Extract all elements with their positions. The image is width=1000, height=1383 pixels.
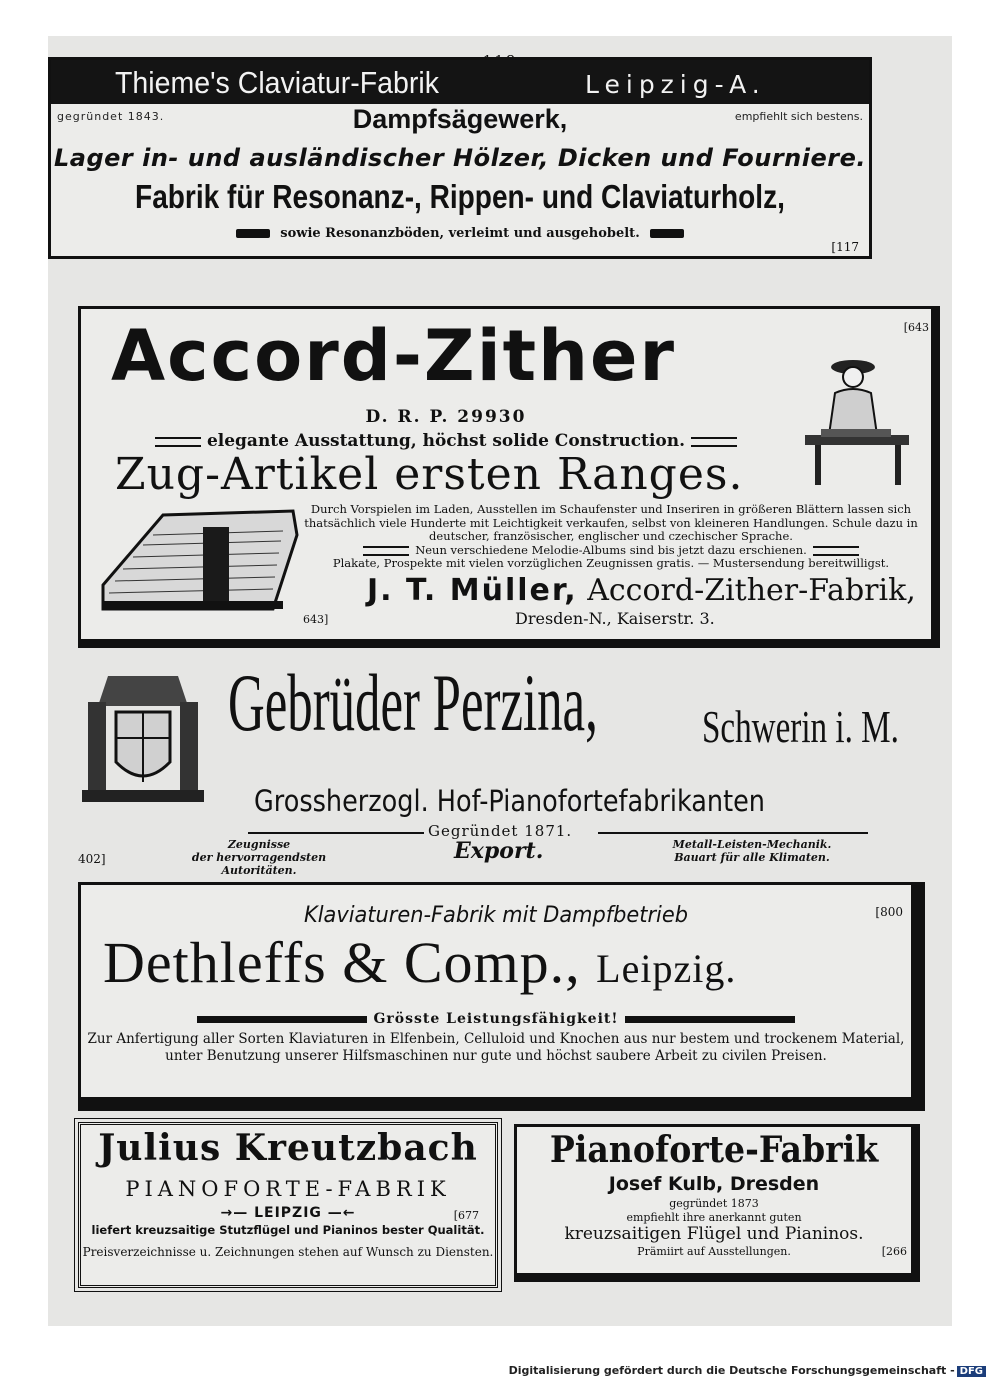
ad-perzina [78, 657, 930, 877]
divider [248, 832, 424, 834]
ad-kulb-founded: gegründet 1873 [669, 1197, 759, 1210]
ad-perzina-right-note-1: Metall-Leisten-Mechanik. [672, 838, 832, 851]
pointing-hand-icon [650, 229, 684, 238]
ad-dethleffs-slogan-wrap [81, 1011, 911, 1027]
ad-dethleffs-slogan: Grösste Leistungsfähigkeit! [373, 1011, 619, 1027]
ad-kreutzbach-line1: liefert kreuzsaitige Stutzflügel und Pianinos bester Qualität. [91, 1223, 485, 1237]
ad-zither-title: Accord-Zither [111, 315, 676, 397]
ad-kreutzbach-name: Julius Kreutzbach [98, 1127, 478, 1169]
ad-kreutzbach-line2: Preisverzeichnisse u. Zeichnungen stehen auf Wunsch zu Diensten. [82, 1245, 494, 1259]
ad-dethleffs-name: Dethleffs & Comp., [103, 930, 581, 995]
ad-perzina-ref: 402] [78, 852, 106, 866]
ad-kulb-title: Pianoforte-Fabrik [549, 1129, 879, 1171]
coat-of-arms-emblem [78, 666, 208, 816]
ad-perzina-name: Gebrüder Perzina, [228, 657, 598, 748]
ad-thieme [48, 57, 872, 259]
ad-zither-description [301, 503, 921, 571]
dfg-logo-icon: DFG [957, 1366, 986, 1377]
ad-zither-para1: Durch Vorspielen im Laden, Ausstellen im Schaufenster und Inseriren in größeren Blättern lassen sich thatsächlich viele Hunderte mit Leichtigkeit verkaufen, selbst von kleineren Handlungen. Schule dazu in deutscher, französischer, englischer und czechischer Sprache. [304, 502, 918, 543]
ad-zither-address: Dresden-N., Kaiserstr. 3. [515, 609, 715, 628]
ad-kreutzbach-ref: [677 [453, 1209, 479, 1222]
ad-perzina-left-note-1: Zeugnisse [227, 838, 291, 851]
ad-zither-ref-right: [643 [903, 321, 929, 334]
ad-perzina-export: Export. [454, 838, 544, 864]
ad-perzina-left-note [154, 838, 364, 877]
ad-dethleffs-name-wrap [103, 929, 736, 996]
ad-kreutzbach-city-wrap: →— LEIPZIG —← [220, 1205, 356, 1221]
ad-kulb-name: Josef Kulb, Dresden [608, 1173, 820, 1195]
ad-kulb [514, 1124, 920, 1282]
ad-kulb-ref: [266 [881, 1245, 907, 1258]
ad-kulb-award: Prämiirt auf Ausstellungen. [637, 1245, 791, 1258]
ad-accord-zither [78, 306, 940, 648]
ad-zither-para3: Plakate, Prospekte mit vielen vorzüglichen Zeugnissen gratis. — Mustersendung bereitwilligst. [332, 556, 890, 570]
ad-kreutzbach [78, 1122, 498, 1288]
ad-thieme-banner [51, 60, 869, 104]
ad-kreutzbach-type: PIANOFORTE-FABRIK [125, 1177, 451, 1201]
ad-kulb-product: kreuzsaitigen Flügel und Pianinos. [564, 1224, 864, 1244]
footer-text: Digitalisierung gefördert durch die Deutsche Forschungsgemeinschaft - [508, 1364, 955, 1377]
ad-zither-seller-desc: Accord-Zither-Fabrik, [587, 573, 916, 608]
ad-perzina-right-note [652, 838, 852, 864]
ad-zither-tagline-wrap [21, 431, 871, 451]
ad-dethleffs-line1: Klaviaturen-Fabrik mit Dampfbetrieb [304, 903, 688, 928]
ad-thieme-city: Leipzig-A. [585, 70, 766, 99]
ad-dethleffs-city: Leipzig. [596, 946, 737, 991]
ad-zither-patent: D. R. P. 29930 [365, 407, 527, 427]
ad-perzina-city: Schwerin i. M. [702, 701, 899, 752]
ad-thieme-line4: sowie Resonanzböden, verleimt und ausgehobelt. [280, 226, 640, 241]
ad-perzina-subtitle: Grossherzogl. Hof-Pianofortefabrikanten [254, 784, 765, 818]
ad-kulb-recommend: empfiehlt ihre anerkannt guten [626, 1211, 802, 1224]
ad-thieme-line2: Lager in- und ausländischer Hölzer, Dicken und Fourniere. [53, 144, 866, 172]
ad-dethleffs-ref: [800 [875, 905, 903, 919]
ornament-bar [197, 1016, 367, 1023]
ornament-rule [155, 437, 201, 447]
ad-zither-seller-name: J. T. Müller, [367, 573, 578, 608]
ad-thieme-line4-wrap [51, 226, 869, 241]
ad-thieme-line3: Fabrik für Resonanz-, Rippen- und Claviaturholz, [135, 178, 785, 215]
ad-dethleffs [78, 882, 925, 1111]
ad-perzina-right-note-2: Bauart für alle Klimaten. [674, 851, 830, 864]
ad-zither-tagline: elegante Ausstattung, höchst solide Construction. [206, 431, 686, 451]
ad-thieme-established: gegründet 1843. [57, 110, 165, 123]
ad-thieme-recommend: empfiehlt sich bestens. [734, 110, 863, 123]
divider [598, 832, 868, 834]
ad-zither-para2-wrap [301, 544, 921, 558]
ad-perzina-left-note-2: der hervorragendsten Autoritäten. [191, 851, 327, 877]
ad-zither-seller [367, 573, 916, 608]
footer-credit [509, 1364, 986, 1377]
ad-dethleffs-text: Zur Anfertigung aller Sorten Klaviaturen in Elfenbein, Celluloid und Knochen aus nur bestem und trockenem Material, unter Benutzung unserer Hilfsmaschinen nur gute und höchst saubere Arbeit zu civilen Preisen. [87, 1031, 905, 1064]
ad-zither-ref-left: 643] [303, 613, 329, 626]
ad-zither-headline: Zug-Artikel ersten Ranges. [115, 449, 744, 500]
zither-instrument-illustration [93, 505, 303, 617]
ornament-rule [813, 546, 859, 556]
ad-thieme-brand: Thieme's Claviatur-Fabrik [115, 65, 439, 100]
ornament-bar [625, 1016, 795, 1023]
ad-perzina-founded: Gegründet 1871. [428, 822, 573, 840]
ad-thieme-line1: Dampfsägewerk, [352, 104, 568, 134]
ornament-rule [691, 437, 737, 447]
ornament-rule [363, 546, 409, 556]
ad-thieme-ref: [117 [831, 240, 859, 254]
pointing-hand-icon [236, 229, 270, 238]
ad-kreutzbach-city: LEIPZIG [254, 1205, 322, 1221]
ad-zither-para2: Neun verschiedene Melodie-Albums sind bis jetzt dazu erschienen. [415, 542, 807, 557]
